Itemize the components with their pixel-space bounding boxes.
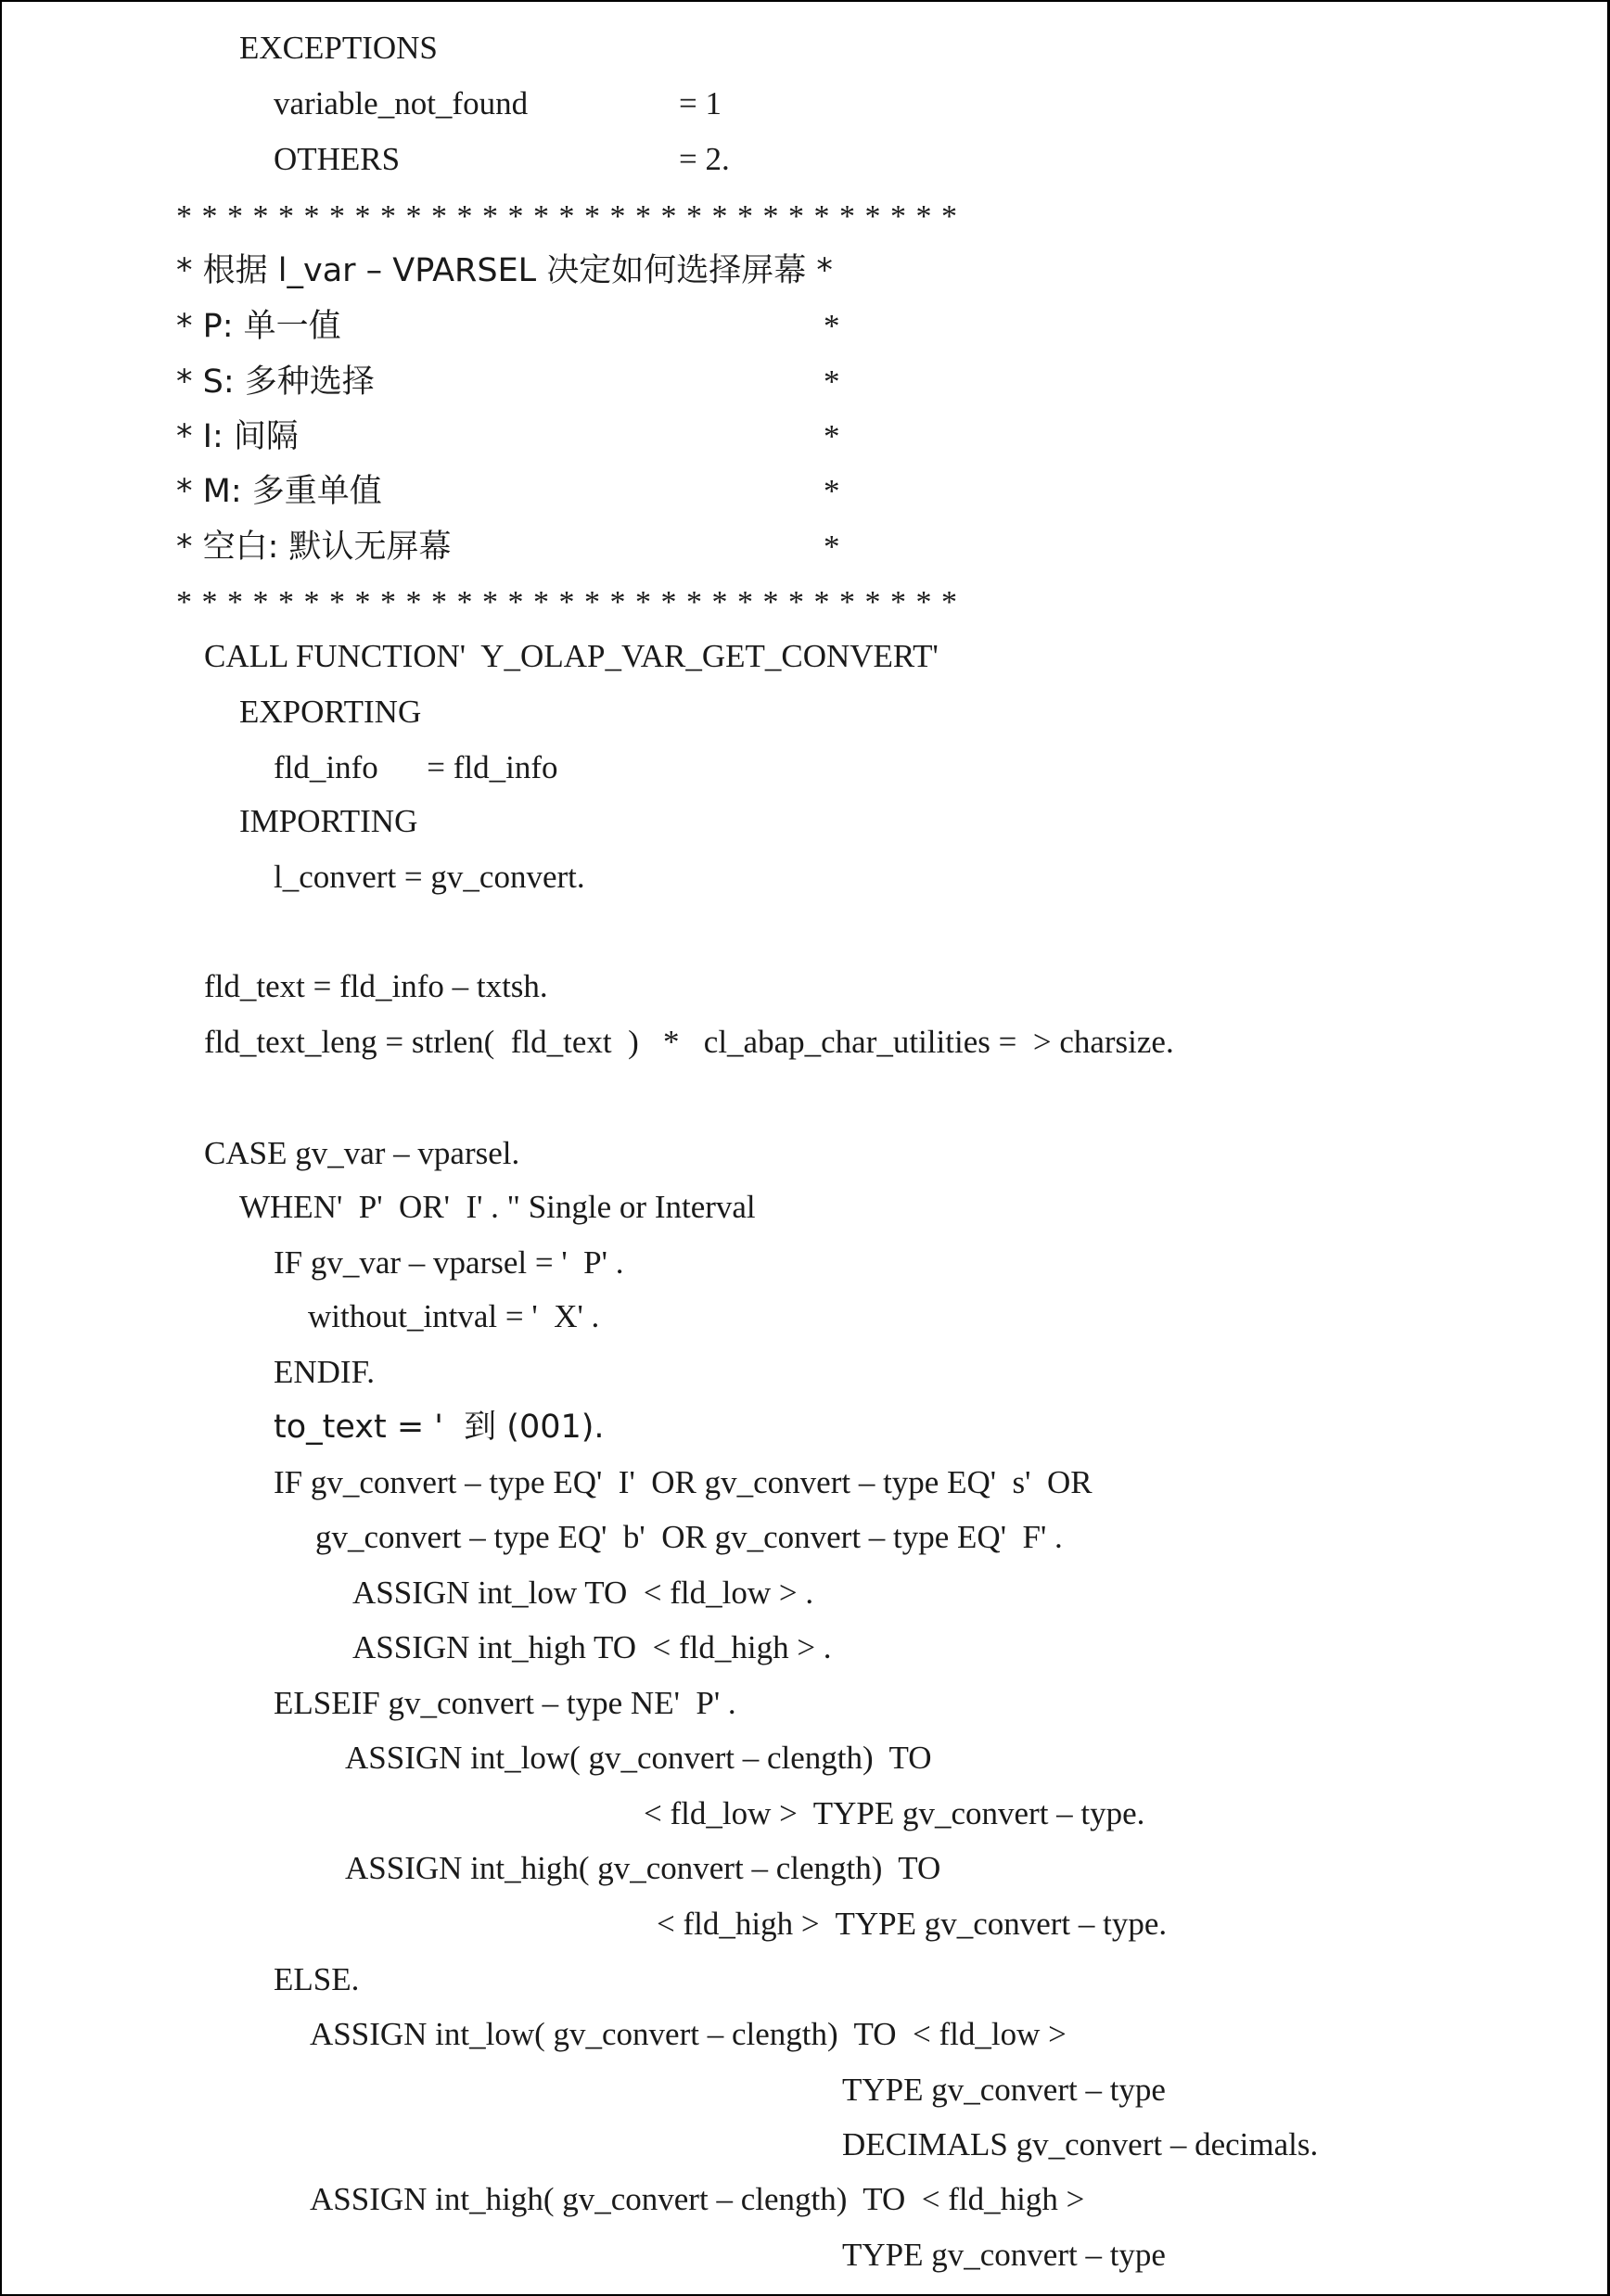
code-line-assign-low-decimals: ASSIGN int_low( gv_convert – clength) TO < fld_low > — [310, 2016, 1067, 2052]
code-line-assign-high: ASSIGN int_high TO < fld_high > . — [352, 1629, 832, 1665]
code-line-exception-name: variable_not_found — [274, 85, 529, 121]
code-line-exceptions: EXCEPTIONS — [239, 30, 438, 66]
code-line-exception-value: = 1 — [679, 85, 722, 121]
code-line-type: TYPE gv_convert – type — [842, 2072, 1166, 2108]
code-line-fld-high-type: < fld_high > TYPE gv_convert – type. — [657, 1906, 1168, 1942]
code-line-when: WHEN' P' OR' I' . " Single or Interval — [239, 1189, 756, 1225]
code-line-without-intval: without_intval = ' X' . — [308, 1298, 600, 1334]
code-line-type: TYPE gv_convert – type — [842, 2237, 1166, 2273]
code-line-fld-text: fld_text = fld_info – txtsh. — [204, 968, 548, 1004]
code-line-decimals: DECIMALS gv_convert – decimals. — [842, 2126, 1319, 2162]
comment-star: * — [824, 364, 840, 400]
code-line-else: ELSE. — [274, 1961, 360, 1997]
comment-line: * P: 单一值 — [176, 308, 341, 345]
code-line-if-vparsel: IF gv_var – vparsel = ' P' . — [274, 1244, 624, 1281]
code-line-exporting: EXPORTING — [239, 694, 422, 730]
comment-star: * — [824, 529, 840, 565]
code-line-fld-low-type: < fld_low > TYPE gv_convert – type. — [644, 1795, 1145, 1831]
code-line-to-text: to_text = ' 到 (001). — [274, 1409, 605, 1446]
comment-line: * 根据 l_var – VPARSEL 决定如何选择屏幕 * — [176, 252, 833, 289]
code-line-exception-name: OTHERS — [274, 141, 401, 177]
code-line-fld-text-leng: fld_text_leng = strlen( fld_text ) * cl_abap_char_utilities = > charsize. — [204, 1024, 1174, 1060]
code-line-assign-high-clength: ASSIGN int_high( gv_convert – clength) TO — [345, 1850, 941, 1886]
code-line-type-cont: gv_convert – type EQ' b' OR gv_convert – type EQ' F' . — [315, 1519, 1063, 1555]
code-line-call-function: CALL FUNCTION' Y_OLAP_VAR_GET_CONVERT' — [204, 638, 939, 674]
code-line-if-type: IF gv_convert – type EQ' I' OR gv_convert – type EQ' s' OR — [274, 1464, 1092, 1500]
code-line-assign-low: ASSIGN int_low TO < fld_low > . — [352, 1575, 814, 1611]
comment-line: * I: 间隔 — [176, 418, 299, 455]
comment-star: * — [824, 308, 840, 344]
code-line-fld-info: fld_info = fld_info — [274, 749, 558, 785]
comment-line: * M: 多重单值 — [176, 473, 382, 510]
comment-line: * S: 多种选择 — [176, 364, 375, 401]
code-line-importing: IMPORTING — [239, 803, 418, 839]
code-line-exception-value: = 2. — [679, 141, 730, 177]
code-line-endif: ENDIF. — [274, 1354, 375, 1390]
code-line-case: CASE gv_var – vparsel. — [204, 1135, 520, 1171]
comment-star: * — [824, 418, 840, 454]
comment-border-top: * * * * * * * * * * * * * * * * * * * * * * * * * * * * * * * — [176, 199, 958, 234]
code-line-l-convert: l_convert = gv_convert. — [274, 859, 585, 895]
comment-line: * 空白: 默认无屏幕 — [176, 529, 452, 566]
code-line-elseif: ELSEIF gv_convert – type NE' P' . — [274, 1685, 736, 1721]
code-line-assign-low-clength: ASSIGN int_low( gv_convert – clength) TO — [345, 1740, 932, 1776]
comment-border-bottom: * * * * * * * * * * * * * * * * * * * * * * * * * * * * * * * — [176, 585, 958, 619]
code-line-assign-high-decimals: ASSIGN int_high( gv_convert – clength) TO < fld_high > — [310, 2181, 1085, 2217]
comment-star: * — [824, 473, 840, 509]
